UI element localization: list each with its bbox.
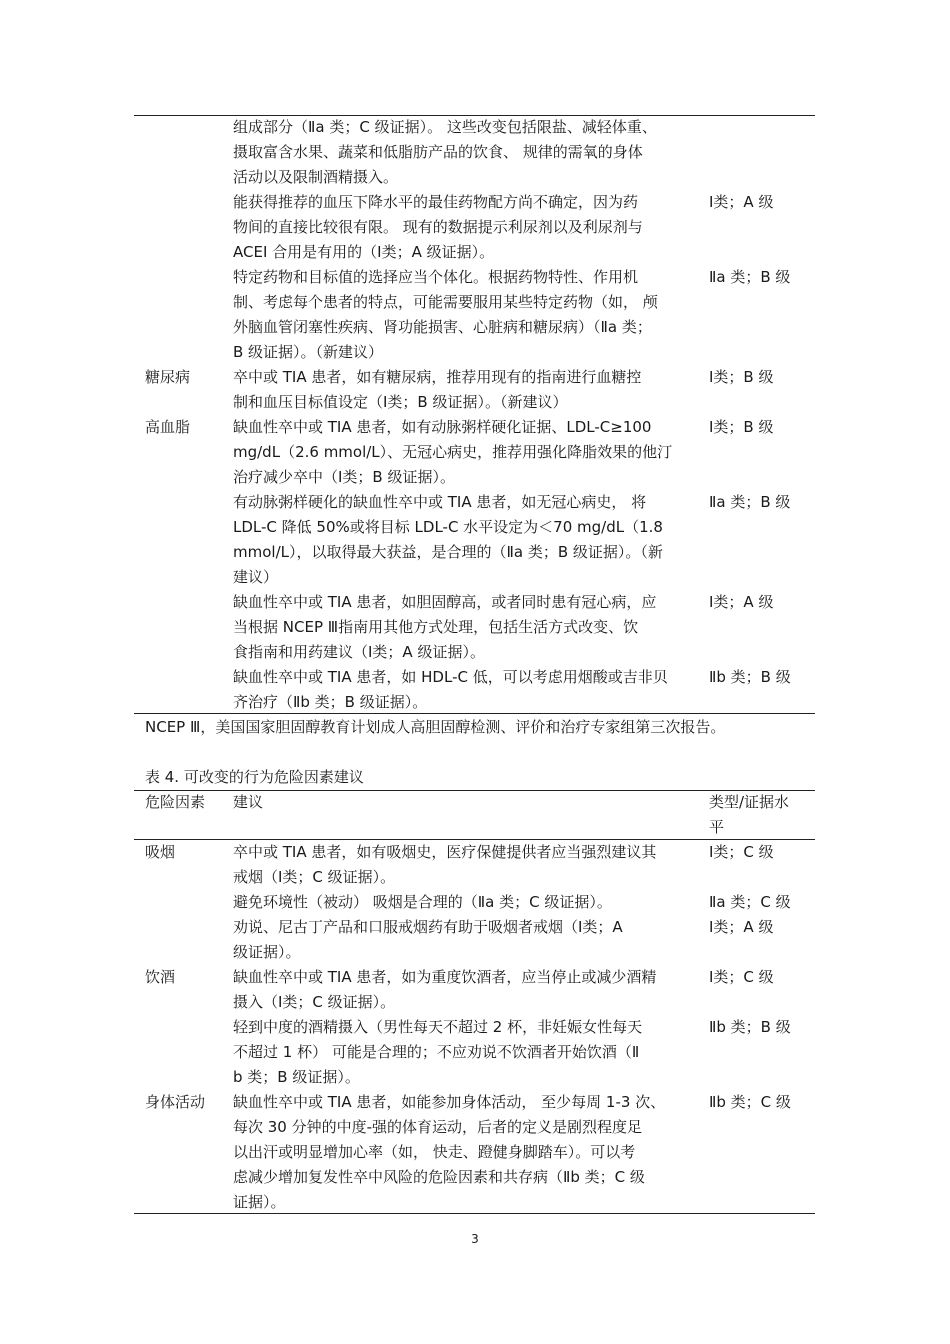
table3-footnote: NCEP Ⅲ，美国国家胆固醇教育计划成人高胆固醇检测、评价和治疗专家组第三次报告。 <box>145 718 726 736</box>
recommendation-line: 制和血压目标值设定（Ⅰ类；B 级证据）。（新建议） <box>233 393 568 411</box>
recommendation-cell <box>233 915 691 965</box>
recommendation-line: 特定药物和目标值的选择应当个体化。根据药物特性、作用机 <box>233 268 639 286</box>
class-evidence-cell: Ⅱa 类；B 级 <box>709 493 791 511</box>
recommendation-cell <box>233 1090 691 1215</box>
recommendation-line: 缺血性卒中或 TIA 患者，如为重度饮酒者，应当停止或减少酒精 <box>233 968 657 986</box>
recommendation-line: 摄取富含水果、蔬菜和低脂肪产品的饮食、 规律的需氧的身体 <box>233 143 643 161</box>
class-evidence-cell: Ⅰ类；B 级 <box>709 418 774 436</box>
table4-header-class <box>709 790 789 840</box>
recommendation-cell <box>233 1015 691 1090</box>
recommendation-line: 活动以及限制酒精摄入。 <box>233 168 399 186</box>
recommendation-cell <box>233 965 691 1015</box>
risk-factor-cell: 饮酒 <box>145 968 176 986</box>
recommendation-line: 避免环境性（被动） 吸烟是合理的（Ⅱa 类；C 级证据）。 <box>233 893 612 911</box>
recommendation-line: b 类；B 级证据）。 <box>233 1068 360 1086</box>
recommendation-line: 摄入（Ⅰ类；C 级证据）。 <box>233 993 396 1011</box>
recommendation-cell <box>233 115 691 190</box>
class-evidence-cell: Ⅱb 类；C 级 <box>709 1093 791 1111</box>
class-evidence-cell: Ⅰ类；C 级 <box>709 968 774 986</box>
risk-factor-cell: 吸烟 <box>145 843 176 861</box>
recommendation-line: 缺血性卒中或 TIA 患者，如胆固醇高，或者同时患有冠心病，应 <box>233 593 657 611</box>
recommendation-line: 轻到中度的酒精摄入（男性每天不超过 2 杯，非妊娠女性每天 <box>233 1018 643 1036</box>
recommendation-line: 食指南和用药建议（Ⅰ类；A 级证据）。 <box>233 643 485 661</box>
class-evidence-cell: Ⅱb 类；B 级 <box>709 668 791 686</box>
recommendation-line: 缺血性卒中或 TIA 患者，如 HDL-C 低，可以考虑用烟酸或吉非贝 <box>233 668 668 686</box>
recommendation-cell <box>233 490 691 590</box>
recommendation-line: 物间的直接比较很有限。 现有的数据提示利尿剂以及利尿剂与 <box>233 218 643 236</box>
risk-factor-cell: 糖尿病 <box>145 368 191 386</box>
recommendation-line: 劝说、尼古丁产品和口服戒烟药有助于吸烟者戒烟（Ⅰ类；A <box>233 918 623 936</box>
class-evidence-cell: Ⅱa 类；C 级 <box>709 893 791 911</box>
recommendation-line: 能获得推荐的血压下降水平的最佳药物配方尚不确定，因为药 <box>233 193 639 211</box>
recommendation-line: 卒中或 TIA 患者，如有吸烟史，医疗保健提供者应当强烈建议其 <box>233 843 657 861</box>
class-evidence-cell: Ⅰ类；B 级 <box>709 368 774 386</box>
recommendation-cell <box>233 665 691 715</box>
recommendation-line: mmol/L），以取得最大获益，是合理的（Ⅱa 类；B 级证据）。（新 <box>233 543 663 561</box>
page-number: 3 <box>471 1232 479 1246</box>
table4-bottom-rule <box>134 1213 815 1214</box>
recommendation-line: 有动脉粥样硬化的缺血性卒中或 TIA 患者，如无冠心病史， 将 <box>233 493 647 511</box>
recommendation-line: mg/dL（2.6 mmol/L）、无冠心病史，推荐用强化降脂效果的他汀 <box>233 443 673 461</box>
class-evidence-cell: Ⅰ类；A 级 <box>709 918 774 936</box>
table4-header-class-line: 平 <box>709 818 725 836</box>
table4-caption: 表 4. 可改变的行为危险因素建议 <box>145 768 364 786</box>
recommendation-line: 制、考虑每个患者的特点，可能需要服用某些特定药物（如， 颅 <box>233 293 658 311</box>
recommendation-line: ACEI 合用是有用的（Ⅰ类；A 级证据）。 <box>233 243 495 261</box>
recommendation-line: 缺血性卒中或 TIA 患者，如能参加身体活动， 至少每周 1-3 次、 <box>233 1093 666 1111</box>
recommendation-cell <box>233 190 691 265</box>
class-evidence-cell: Ⅱb 类；B 级 <box>709 1018 791 1036</box>
class-evidence-cell: Ⅰ类；A 级 <box>709 193 774 211</box>
recommendation-line: 证据）。 <box>233 1193 286 1211</box>
recommendation-line: 卒中或 TIA 患者，如有糖尿病，推荐用现有的指南进行血糖控 <box>233 368 642 386</box>
class-evidence-cell: Ⅱa 类；B 级 <box>709 268 791 286</box>
recommendation-cell <box>233 890 691 915</box>
class-evidence-cell: Ⅰ类；C 级 <box>709 843 774 861</box>
recommendation-cell <box>233 265 691 365</box>
recommendation-line: 当根据 NCEP Ⅲ指南用其他方式处理，包括生活方式改变、饮 <box>233 618 639 636</box>
recommendation-line: 以出汗或明显增加心率（如， 快走、蹬健身脚踏车）。可以考 <box>233 1143 636 1161</box>
recommendation-line: 每次 30 分钟的中度-强的体育运动，后者的定义是剧烈程度足 <box>233 1118 643 1136</box>
recommendation-line: 级证据）。 <box>233 943 301 961</box>
recommendation-line: B 级证据）。（新建议） <box>233 343 384 361</box>
table4-header-class-line: 类型/证据水 <box>709 793 790 811</box>
recommendation-line: 齐治疗（Ⅱb 类；B 级证据）。 <box>233 693 428 711</box>
risk-factor-cell: 高血脂 <box>145 418 191 436</box>
recommendation-cell <box>233 365 691 415</box>
recommendation-line: LDL-C 降低 50%或将目标 LDL-C 水平设定为＜70 mg/dL（1.8 <box>233 518 663 536</box>
recommendation-line: 外脑血管闭塞性疾病、肾功能损害、心脏病和糖尿病）（Ⅱa 类； <box>233 318 652 336</box>
recommendation-line: 组成部分（Ⅱa 类；C 级证据）。 这些改变包括限盐、减轻体重、 <box>233 118 657 136</box>
risk-factor-cell: 身体活动 <box>145 1093 206 1111</box>
recommendation-cell <box>233 415 691 490</box>
recommendation-line: 戒烟（Ⅰ类；C 级证据）。 <box>233 868 396 886</box>
recommendation-cell <box>233 840 691 890</box>
table3-bottom-rule <box>134 713 815 714</box>
class-evidence-cell: Ⅰ类；A 级 <box>709 593 774 611</box>
recommendation-line: 虑减少增加复发性卒中风险的危险因素和共存病（Ⅱb 类；C 级 <box>233 1168 645 1186</box>
recommendation-line: 不超过 1 杯） 可能是合理的；不应劝说不饮酒者开始饮酒（Ⅱ <box>233 1043 640 1061</box>
recommendation-line: 建议） <box>233 568 279 586</box>
recommendation-cell <box>233 590 691 665</box>
recommendation-line: 缺血性卒中或 TIA 患者，如有动脉粥样硬化证据、LDL-C≥100 <box>233 418 652 436</box>
table4-header-factor: 危险因素 <box>145 793 206 811</box>
table4-header-rec: 建议 <box>233 793 264 811</box>
recommendation-line: 治疗减少卒中（Ⅰ类；B 级证据）。 <box>233 468 455 486</box>
